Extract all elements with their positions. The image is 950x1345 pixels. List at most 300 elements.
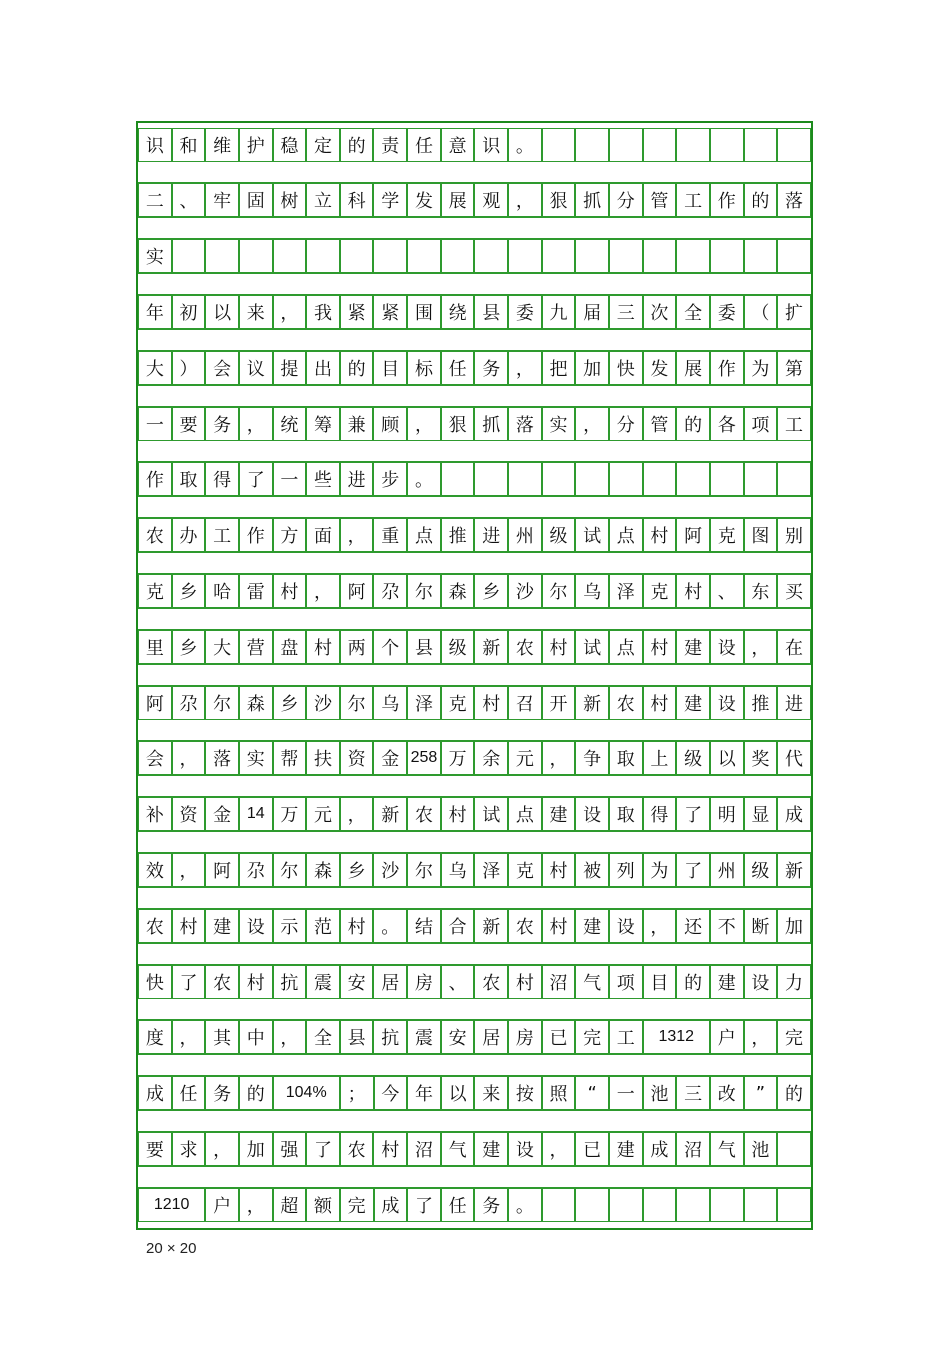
grid-cell: 元 <box>508 741 542 775</box>
grid-cell: 建 <box>542 797 576 831</box>
grid-cell: 稳 <box>273 128 307 162</box>
grid-cell: 图 <box>744 518 778 552</box>
row-gap <box>138 1110 811 1132</box>
grid-cell: 狠 <box>441 407 475 441</box>
grid-cell: 县 <box>407 630 441 664</box>
row-gap <box>138 329 811 351</box>
grid-cell <box>542 462 576 496</box>
grid-cell: 务 <box>474 1188 508 1222</box>
grid-cell <box>205 239 239 273</box>
grid-cell: 作 <box>239 518 273 552</box>
grid-cell: 点 <box>609 518 643 552</box>
grid-cell: 为 <box>744 351 778 385</box>
grid-cell: 进 <box>474 518 508 552</box>
grid-cell: 点 <box>508 797 542 831</box>
grid-cell: 召 <box>508 686 542 720</box>
grid-cell: ， <box>172 741 206 775</box>
grid-cell: 三 <box>676 1076 710 1110</box>
grid-cell: 气 <box>575 965 609 999</box>
grid-cell: 显 <box>744 797 778 831</box>
grid-cell: 阿 <box>138 686 172 720</box>
grid-cell: 落 <box>508 407 542 441</box>
grid-cell: ， <box>340 797 374 831</box>
grid-cell <box>575 1188 609 1222</box>
grid-cell <box>373 239 407 273</box>
grid-cell: 分 <box>609 407 643 441</box>
grid-row <box>138 351 811 385</box>
grid-cell: 金 <box>373 741 407 775</box>
grid-cell: 定 <box>306 128 340 162</box>
grid-row <box>138 518 811 552</box>
grid-cell: ， <box>172 1020 206 1054</box>
grid-cell: 分 <box>609 183 643 217</box>
grid-cell: 尔 <box>407 574 441 608</box>
grid-cell: 级 <box>441 630 475 664</box>
grid-cell: 委 <box>710 295 744 329</box>
grid-cell: 紧 <box>373 295 407 329</box>
grid-cell: 了 <box>306 1132 340 1166</box>
grid-cell: 不 <box>710 909 744 943</box>
grid-cell: 房 <box>407 965 441 999</box>
grid-cell: 以 <box>205 295 239 329</box>
grid-cell: 抓 <box>575 183 609 217</box>
grid-cell: 沼 <box>676 1132 710 1166</box>
grid-cell: 建 <box>205 909 239 943</box>
grid-cell <box>777 128 811 162</box>
grid-cell: 会 <box>205 351 239 385</box>
grid-row <box>138 1188 811 1222</box>
grid-cell: ， <box>273 1020 307 1054</box>
grid-cell: 森 <box>306 853 340 887</box>
grid-cell <box>710 128 744 162</box>
grid-cell: 筹 <box>306 407 340 441</box>
grid-cell: 委 <box>508 295 542 329</box>
row-gap <box>138 1054 811 1076</box>
grid-cell: “ <box>575 1076 609 1110</box>
grid-cell: 管 <box>643 407 677 441</box>
grid-cell: 、 <box>172 183 206 217</box>
grid-cell: 的 <box>676 965 710 999</box>
grid-cell: 池 <box>744 1132 778 1166</box>
grid-cell: 帮 <box>273 741 307 775</box>
grid-cell: 顾 <box>373 407 407 441</box>
grid-cell: 二 <box>138 183 172 217</box>
grid-cell: 乌 <box>441 853 475 887</box>
grid-cell <box>676 239 710 273</box>
grid-cell: 资 <box>172 797 206 831</box>
grid-cell: ； <box>340 1076 374 1110</box>
grid-cell: 成 <box>777 797 811 831</box>
grid-cell <box>609 462 643 496</box>
grid-cell: 改 <box>710 1076 744 1110</box>
grid-cell: 尔 <box>407 853 441 887</box>
grid-cell: 村 <box>676 574 710 608</box>
grid-cell <box>676 128 710 162</box>
grid-cell: ， <box>273 295 307 329</box>
grid-cell: 。 <box>373 909 407 943</box>
grid-cell: 展 <box>441 183 475 217</box>
grid-cell: 第 <box>777 351 811 385</box>
grid-cell: 要 <box>172 407 206 441</box>
grid-cell: ， <box>744 1020 778 1054</box>
grid-cell: ， <box>643 909 677 943</box>
grid-cell: 初 <box>172 295 206 329</box>
grid-cell <box>744 128 778 162</box>
grid-cell: 104% <box>273 1076 340 1110</box>
grid-cell <box>542 239 576 273</box>
grid-cell: 代 <box>777 741 811 775</box>
grid-cell: 森 <box>441 574 475 608</box>
grid-cell: 全 <box>306 1020 340 1054</box>
grid-cell: 标 <box>407 351 441 385</box>
grid-cell: 来 <box>474 1076 508 1110</box>
grid-cell: 克 <box>138 574 172 608</box>
grid-cell: 沙 <box>373 853 407 887</box>
grid-cell: 中 <box>239 1020 273 1054</box>
grid-row <box>138 128 811 162</box>
grid-cell <box>575 239 609 273</box>
row-gap <box>138 608 811 630</box>
grid-cell: 争 <box>575 741 609 775</box>
grid-cell: 面 <box>306 518 340 552</box>
grid-cell: 开 <box>542 686 576 720</box>
grid-cell: 居 <box>474 1020 508 1054</box>
grid-cell: 加 <box>575 351 609 385</box>
grid-cell: ， <box>508 351 542 385</box>
grid-cell: 一 <box>609 1076 643 1110</box>
grid-cell: 建 <box>676 686 710 720</box>
grid-cell: 沼 <box>542 965 576 999</box>
grid-cell: 按 <box>508 1076 542 1110</box>
grid-cell: 尕 <box>239 853 273 887</box>
grid-cell: 得 <box>205 462 239 496</box>
grid-cell: ， <box>306 574 340 608</box>
grid-cell: 示 <box>273 909 307 943</box>
grid-cell: 今 <box>374 1076 408 1110</box>
grid-cell: 度 <box>138 1020 172 1054</box>
grid-cell: 农 <box>474 965 508 999</box>
grid-cell: 我 <box>306 295 340 329</box>
grid-cell <box>609 239 643 273</box>
grid-cell: 试 <box>575 518 609 552</box>
grid-cell: 克 <box>710 518 744 552</box>
grid-cell <box>609 128 643 162</box>
grid-cell: 出 <box>306 351 340 385</box>
grid-cell: 识 <box>474 128 508 162</box>
grid-cell: 取 <box>609 741 643 775</box>
grid-cell: 和 <box>172 128 206 162</box>
grid-cell: 建 <box>710 965 744 999</box>
grid-cell: 金 <box>205 797 239 831</box>
grid-cell <box>643 239 677 273</box>
grid-cell: 绕 <box>441 295 475 329</box>
grid-cell: 。 <box>508 1188 542 1222</box>
grid-cell <box>710 1188 744 1222</box>
grid-cell: ， <box>542 1132 576 1166</box>
grid-cell: 建 <box>575 909 609 943</box>
grid-cell: 届 <box>575 295 609 329</box>
grid-cell: 乡 <box>172 630 206 664</box>
grid-row <box>138 183 811 217</box>
grid-cell: 完 <box>777 1020 811 1054</box>
grid-cell: 作 <box>710 351 744 385</box>
grid-cell: ， <box>239 407 273 441</box>
grid-cell: 扩 <box>777 295 811 329</box>
grid-cell <box>575 128 609 162</box>
grid-cell: 州 <box>710 853 744 887</box>
grid-cell: 步 <box>373 462 407 496</box>
grid-cell: 村 <box>273 574 307 608</box>
grid-cell <box>474 239 508 273</box>
grid-cell: 范 <box>306 909 340 943</box>
grid-cell: 发 <box>407 183 441 217</box>
grid-cell: 各 <box>710 407 744 441</box>
grid-cell: 来 <box>239 295 273 329</box>
grid-cell: 护 <box>239 128 273 162</box>
grid-cell: 其 <box>205 1020 239 1054</box>
grid-cell: 成 <box>643 1132 677 1166</box>
grid-cell <box>508 239 542 273</box>
row-gap <box>138 831 811 853</box>
grid-row <box>138 1076 811 1110</box>
grid-cell: 作 <box>138 462 172 496</box>
grid-cell: ， <box>744 630 778 664</box>
grid-cell: 买 <box>777 574 811 608</box>
grid-cell: 安 <box>441 1020 475 1054</box>
grid-cell: 工 <box>676 183 710 217</box>
grid-cell: 尔 <box>340 686 374 720</box>
grid-cell: 的 <box>676 407 710 441</box>
grid-cell <box>575 462 609 496</box>
grid-cell: 重 <box>373 518 407 552</box>
grid-cell: 紧 <box>340 295 374 329</box>
grid-cell: 额 <box>306 1188 340 1222</box>
grid-cell: 固 <box>239 183 273 217</box>
grid-cell: 牢 <box>205 183 239 217</box>
grid-cell: 14 <box>239 797 273 831</box>
grid-cell: 立 <box>306 183 340 217</box>
grid-cell: 任 <box>407 128 441 162</box>
grid-cell: 成 <box>374 1188 408 1222</box>
grid-cell <box>508 462 542 496</box>
grid-cell: 已 <box>542 1020 576 1054</box>
grid-cell: 万 <box>441 741 475 775</box>
grid-cell: 推 <box>744 686 778 720</box>
row-gap <box>138 775 811 797</box>
grid-cell: 沙 <box>306 686 340 720</box>
grid-cell: 工 <box>205 518 239 552</box>
grid-cell: 务 <box>205 1076 239 1110</box>
grid-cell: 大 <box>205 630 239 664</box>
grid-cell: 还 <box>676 909 710 943</box>
grid-cell <box>643 128 677 162</box>
grid-cell: 村 <box>643 518 677 552</box>
grid-cell: 务 <box>205 407 239 441</box>
grid-cell: 目 <box>373 351 407 385</box>
grid-cell: 农 <box>508 909 542 943</box>
grid-cell: 完 <box>340 1188 374 1222</box>
grid-row <box>138 853 811 887</box>
grid-cell: 新 <box>373 797 407 831</box>
grid-cell: 任 <box>441 351 475 385</box>
grid-cell: 新 <box>474 630 508 664</box>
grid-cell: 州 <box>508 518 542 552</box>
grid-cell: 了 <box>676 853 710 887</box>
grid-cell: 气 <box>441 1132 475 1166</box>
grid-cell: 工 <box>609 1020 643 1054</box>
grid-cell: 提 <box>273 351 307 385</box>
grid-row <box>138 295 811 329</box>
grid-cell: 任 <box>441 1188 475 1222</box>
grid-cell: 新 <box>474 909 508 943</box>
grid-cell: 补 <box>138 797 172 831</box>
grid-cell: 抗 <box>373 1020 407 1054</box>
grid-cell: 列 <box>609 853 643 887</box>
grid-cell: 树 <box>273 183 307 217</box>
grid-cell: 试 <box>575 630 609 664</box>
grid-cell: 年 <box>138 295 172 329</box>
grid-cell: 项 <box>744 407 778 441</box>
grid-cell: 里 <box>138 630 172 664</box>
row-gap <box>138 161 811 183</box>
grid-cell: 房 <box>508 1020 542 1054</box>
grid-cell: 些 <box>306 462 340 496</box>
grid-cell: 258 <box>407 741 441 775</box>
grid-cell: 阿 <box>340 574 374 608</box>
grid-cell: ， <box>508 183 542 217</box>
grid-cell <box>239 239 273 273</box>
grid-cell: 泽 <box>609 574 643 608</box>
grid-cell <box>744 462 778 496</box>
grid-cell: 得 <box>643 797 677 831</box>
grid-cell: 了 <box>407 1188 441 1222</box>
grid-cell: 新 <box>575 686 609 720</box>
grid-cell: 池 <box>643 1076 677 1110</box>
grid-row <box>138 574 811 608</box>
grid-cell: 尔 <box>273 853 307 887</box>
grid-cell: 资 <box>340 741 374 775</box>
grid-cell: 村 <box>172 909 206 943</box>
grid-cell: 务 <box>474 351 508 385</box>
grid-cell: 震 <box>407 1020 441 1054</box>
grid-cell: 学 <box>373 183 407 217</box>
grid-cell: 把 <box>542 351 576 385</box>
grid-cell: 1312 <box>643 1020 710 1054</box>
grid-cell: 年 <box>407 1076 441 1110</box>
grid-row <box>138 239 811 273</box>
grid-cell <box>643 1188 677 1222</box>
grid-cell: 村 <box>643 630 677 664</box>
grid-cell: 取 <box>609 797 643 831</box>
grid-row <box>138 741 811 775</box>
row-gap <box>138 273 811 295</box>
grid-cell: 乡 <box>474 574 508 608</box>
grid-row <box>138 686 811 720</box>
grid-cell: 级 <box>744 853 778 887</box>
grid-cell: 完 <box>575 1020 609 1054</box>
grid-cell <box>172 239 206 273</box>
grid-cell: 维 <box>205 128 239 162</box>
grid-cell <box>777 462 811 496</box>
grid-cell <box>777 239 811 273</box>
grid-cell: 被 <box>575 853 609 887</box>
grid-cell: ， <box>542 741 576 775</box>
grid-cell: 阿 <box>676 518 710 552</box>
grid-cell: 了 <box>239 462 273 496</box>
grid-cell: 乡 <box>340 853 374 887</box>
grid-cell: 元 <box>306 797 340 831</box>
grid-cell: 任 <box>172 1076 206 1110</box>
grid-cell: ” <box>744 1076 778 1110</box>
grid-cell: 设 <box>239 909 273 943</box>
grid-row <box>138 1020 811 1054</box>
grid-cell: 抓 <box>474 407 508 441</box>
grid-cell: 发 <box>643 351 677 385</box>
grid-cell: 照 <box>542 1076 576 1110</box>
grid-cell: 村 <box>542 853 576 887</box>
grid-cell: 沙 <box>508 574 542 608</box>
grid-cell: 议 <box>239 351 273 385</box>
grid-cell: ， <box>575 407 609 441</box>
grid-cell: 农 <box>138 909 172 943</box>
grid-cell: 乡 <box>172 574 206 608</box>
grid-cell: 加 <box>239 1132 273 1166</box>
grid-cell: 明 <box>710 797 744 831</box>
grid-cell: 的 <box>744 183 778 217</box>
grid-cell: 会 <box>138 741 172 775</box>
grid-cell: 乌 <box>575 574 609 608</box>
grid-cell: 推 <box>441 518 475 552</box>
grid-cell: 试 <box>474 797 508 831</box>
grid-cell: 营 <box>239 630 273 664</box>
grid-cell: 一 <box>138 407 172 441</box>
grid-cell <box>474 462 508 496</box>
grid-cell: 村 <box>542 909 576 943</box>
grid-cell: 进 <box>340 462 374 496</box>
grid-cell: 的 <box>340 351 374 385</box>
grid-cell: 作 <box>710 183 744 217</box>
grid-cell: 设 <box>575 797 609 831</box>
row-gap <box>138 385 811 407</box>
grid-cell: 气 <box>710 1132 744 1166</box>
grid-cell: 农 <box>138 518 172 552</box>
row-gap <box>138 1166 811 1188</box>
grid-cell: 乌 <box>373 686 407 720</box>
grid-cell: 扶 <box>306 741 340 775</box>
grid-cell: 级 <box>542 518 576 552</box>
grid-cell: 森 <box>239 686 273 720</box>
grid-cell: ， <box>172 853 206 887</box>
grid-cell: 1210 <box>138 1188 205 1222</box>
grid-cell: 力 <box>777 965 811 999</box>
grid-cell: 村 <box>441 797 475 831</box>
grid-cell <box>340 239 374 273</box>
grid-cell: 村 <box>643 686 677 720</box>
grid-cell: 大 <box>138 351 172 385</box>
grid-cell: 尔 <box>542 574 576 608</box>
grid-cell: 个 <box>373 630 407 664</box>
grid-cell: 、 <box>441 965 475 999</box>
grid-cell: 效 <box>138 853 172 887</box>
grid-cell: 设 <box>710 686 744 720</box>
grid-cell: 责 <box>373 128 407 162</box>
grid-cell: 余 <box>474 741 508 775</box>
grid-cell: 目 <box>643 965 677 999</box>
grid-cell: 户 <box>710 1020 744 1054</box>
grid-cell: 落 <box>205 741 239 775</box>
grid-cell: 村 <box>306 630 340 664</box>
grid-cell: 农 <box>205 965 239 999</box>
